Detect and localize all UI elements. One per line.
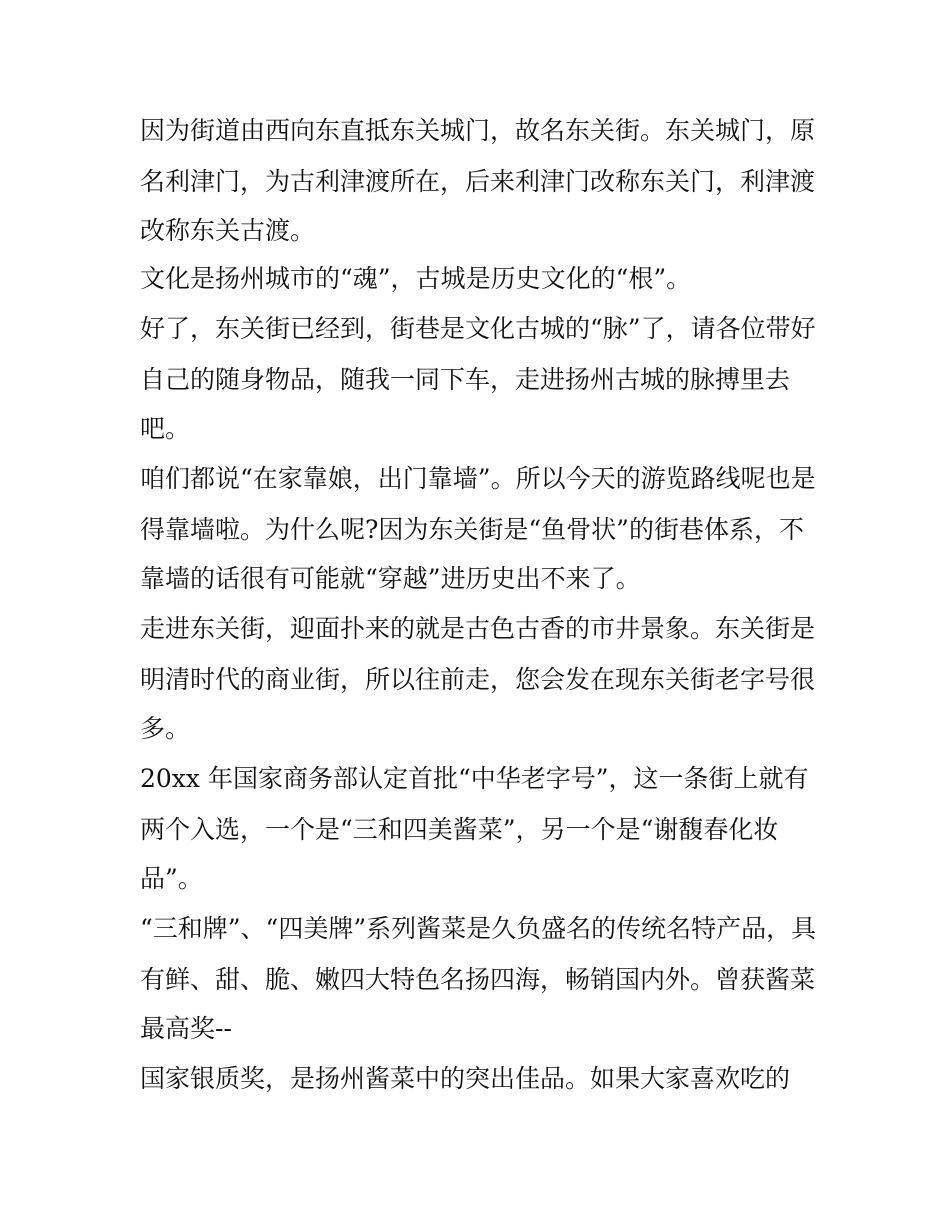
document-body: [140, 105, 820, 1104]
text-line: 得靠墙啦。为什么呢?因为东关街是“鱼骨状”的街巷体系，不: [140, 515, 804, 544]
text-line: 国家银质奖，是扬州酱菜中的突出佳品。如果大家喜欢吃的: [140, 1064, 791, 1093]
paragraph-8: [140, 1053, 820, 1104]
paragraph-5: [140, 603, 820, 753]
text-line: 改称东关古渡。: [140, 216, 316, 245]
text-line: 自己的随身物品，随我一同下车，走进扬州古城的脉搏里去: [140, 365, 791, 394]
text-line: 名利津门，为古利津渡所在，后来利津门改称东关门，利津渡: [140, 167, 816, 196]
paragraph-1: [140, 105, 820, 255]
text-line: 两个入选，一个是“三和四美酱菜”，另一个是“谢馥春化妆: [140, 815, 779, 844]
paragraph-4: [140, 453, 820, 603]
text-line: 明清时代的商业街，所以往前走，您会发在现东关街老字号很: [140, 665, 816, 694]
paragraph-7: [140, 903, 820, 1053]
paragraph-6: [140, 753, 820, 903]
text-line: “三和牌”、“四美牌”系列酱菜是久负盛名的传统名特产品，具: [140, 914, 817, 943]
text-line: 品”。: [140, 864, 203, 893]
paragraph-3: [140, 303, 820, 453]
text-line: 靠墙的话很有可能就“穿越”进历史出不来了。: [140, 564, 641, 593]
text-line: 多。: [140, 714, 191, 743]
text-line: 因为街道由西向东直抵东关城门，故名东关街。东关城门，原: [140, 116, 816, 145]
text-line: 走进东关街，迎面扑来的就是古色古香的市井景象。东关街是: [140, 614, 816, 643]
text-line: 好了，东关街已经到，街巷是文化古城的“脉”了，请各位带好: [140, 314, 816, 343]
text-line: 最高奖--: [140, 1014, 232, 1043]
text-line: 20xx 年国家商务部认定首批“中华老字号”，这一条街上就有: [140, 764, 809, 793]
paragraph-2: [140, 255, 820, 303]
text-line: 文化是扬州城市的“魂”，古城是历史文化的“根”。: [140, 264, 692, 293]
text-line: 咱们都说“在家靠娘，出门靠墙”。所以今天的游览路线呢也是: [140, 464, 816, 493]
text-line: 有鲜、甜、脆、嫩四大特色名扬四海，畅销国内外。曾获酱菜: [140, 965, 816, 994]
text-line: 吧。: [140, 414, 191, 443]
